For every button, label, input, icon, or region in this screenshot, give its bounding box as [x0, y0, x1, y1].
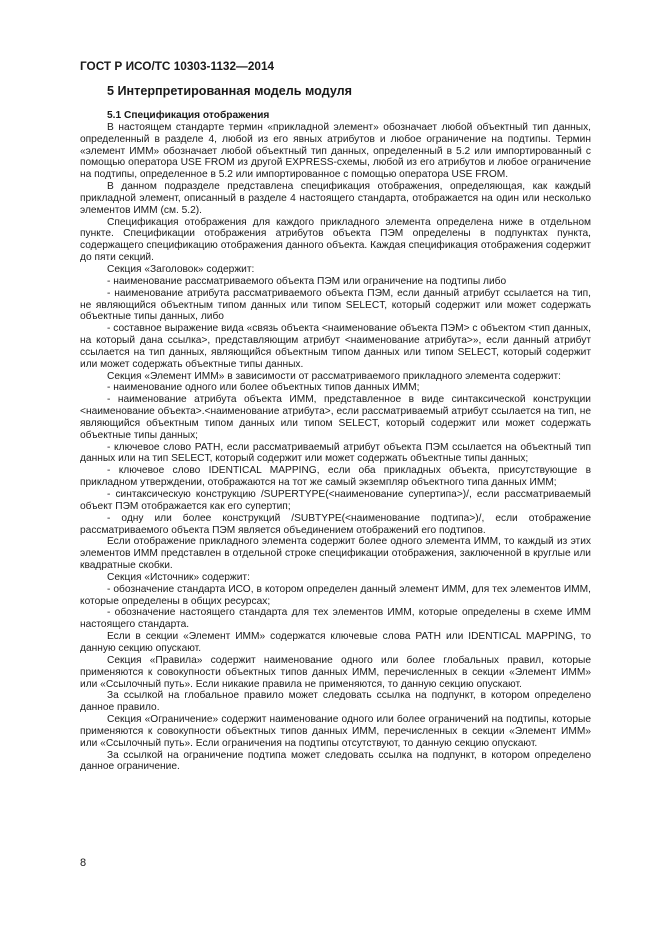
- list-item: - наименование атрибута рассматриваемого объекта ПЭМ, если данный атрибут ссылается на тип, не являющийся объектным типом данных или типом SELECT, который содержит или может содержать объектные типы данных, либо: [80, 287, 591, 323]
- section-title: 5 Интерпретированная модель модуля: [107, 84, 353, 98]
- paragraph: За ссылкой на глобальное правило может следовать ссылка на подпункт, в котором определено данное правило.: [80, 690, 591, 714]
- list-item: - обозначение стандарта ИСО, в котором определен данный элемент ИММ, для тех элементов ИММ, которые определены в общих ресурсах;: [80, 583, 591, 607]
- paragraph: Секция «Элемент ИММ» в зависимости от рассматриваемого прикладного элемента содержит:: [107, 370, 561, 382]
- paragraph: Если в секции «Элемент ИММ» содержатся ключевые слова PATH или IDENTICAL MAPPING, то данную секцию опускают.: [80, 631, 591, 654]
- paragraph: Если отображение прикладного элемента содержит более одного элемента ИММ, то каждый из этих элементов ИММ представлен в отдельной строке спецификации отображения, заключенной в круглые или квадратные скобки.: [80, 536, 591, 572]
- document-header: ГОСТ Р ИСО/ТС 10303-1132—2014: [80, 59, 275, 73]
- paragraph: Секция «Ограничение» содержит наименование одного или более ограничений на подтипы, которые применяются к совокупности объектных типов данных ИММ, перечисленных в секции «Элемент ИММ» или «Ссылочный путь». Если ограничения на подтипы отсутствуют, то данную секцию опускают.: [80, 714, 591, 749]
- page-number: 8: [80, 857, 87, 869]
- list-item: - наименование атрибута объекта ИММ, представленное в виде синтаксической конструкции <наименование объекта>.<наименование атрибута>, если рассматриваемый атрибут ссылается на тип, не являющийся объектным типом данных или типом SELECT, который содержит или может содержать объектные типы данных;: [80, 394, 591, 441]
- paragraph: Секция «Заголовок» содержит:: [107, 263, 255, 275]
- paragraph: В настоящем стандарте термин «прикладной элемент» обозначает любой объектный тип данных, определенный в разделе 4, любой из его явных атрибутов и любое ограничение на подтипы. Термин «элемент ИММ» обозначает любой объектный тип данных, определенный в 5.2 или импортированный с помощью оператора USE FROM из другой EXPRESS-схемы, любой из его атрибутов и любое ограничение на подтипы, определенное в 5.2 или импортированное с помощью оператора USE FROM.: [80, 121, 591, 181]
- list-item: - наименование рассматриваемого объекта ПЭМ или ограничение на подтипы либо: [107, 275, 507, 287]
- list-item: - наименование одного или более объектных типов данных ИММ;: [107, 382, 420, 394]
- list-item: - составное выражение вида «связь объекта <наименование объекта ПЭМ> с объектом <тип данных, на который дана ссылка>, представляющим атрибут <наименование атрибута>», если данный атрибут ссылается на тип данных, являющийся объектным типом данных или типом SELECT, который содержит или может содержать объектные типы данных.: [80, 323, 591, 370]
- paragraph: В данном подразделе представлена спецификация отображения, определяющая, как каждый прикладной элемент, описанный в разделе 4 настоящего стандарта, отображается на один или несколько элементов ИММ (см. 5.2).: [80, 181, 591, 216]
- paragraph: Спецификация отображения для каждого прикладного элемента определена ниже в отдельном пункте. Спецификации отображения атрибутов объекта ПЭМ определены в подпунктах пункта, содержащего спецификацию отображения данного объекта. Каждая спецификация отображения содержит до пяти секций.: [80, 216, 591, 264]
- list-item: - ключевое слово IDENTICAL MAPPING, если оба прикладных объекта, присутствующие в прикладном утверждении, отображаются на тот же самый экземпляр объектного типа данных ИММ;: [80, 465, 591, 489]
- list-item: - ключевое слово PATH, если рассматриваемый атрибут объекта ПЭМ ссылается на объектный тип данных или на тип SELECT, который содержит или может содержать объектные типы данных;: [80, 441, 591, 465]
- paragraph: За ссылкой на ограничение подтипа может следовать ссылка на подпункт, в котором определено данное ограничение.: [80, 749, 591, 773]
- document-body: [80, 110, 591, 773]
- paragraph: Секция «Источник» содержит:: [107, 571, 250, 583]
- subsection-title: 5.1 Спецификация отображения: [107, 110, 270, 121]
- paragraph: Секция «Правила» содержит наименование одного или более глобальных правил, которые применяются к совокупности объектных типов данных ИММ, перечисленных в секции «Элемент ИММ» или «Ссылочный путь». Если никакие правила не применяются, то данную секцию опускают.: [80, 654, 591, 690]
- list-item: - синтаксическую конструкцию /SUPERTYPE(<наименование супертипа>)/, если рассматриваемый объект ПЭМ отображается как его супертип;: [80, 489, 591, 512]
- list-item: - одну или более конструкций /SUBTYPE(<наименование подтипа>)/, если отображение рассматриваемого объекта ПЭМ является объединением отображений его подтипов.: [80, 512, 591, 536]
- list-item: - обозначение настоящего стандарта для тех элементов ИММ, которые определены в схеме ИММ настоящего стандарта.: [80, 607, 591, 631]
